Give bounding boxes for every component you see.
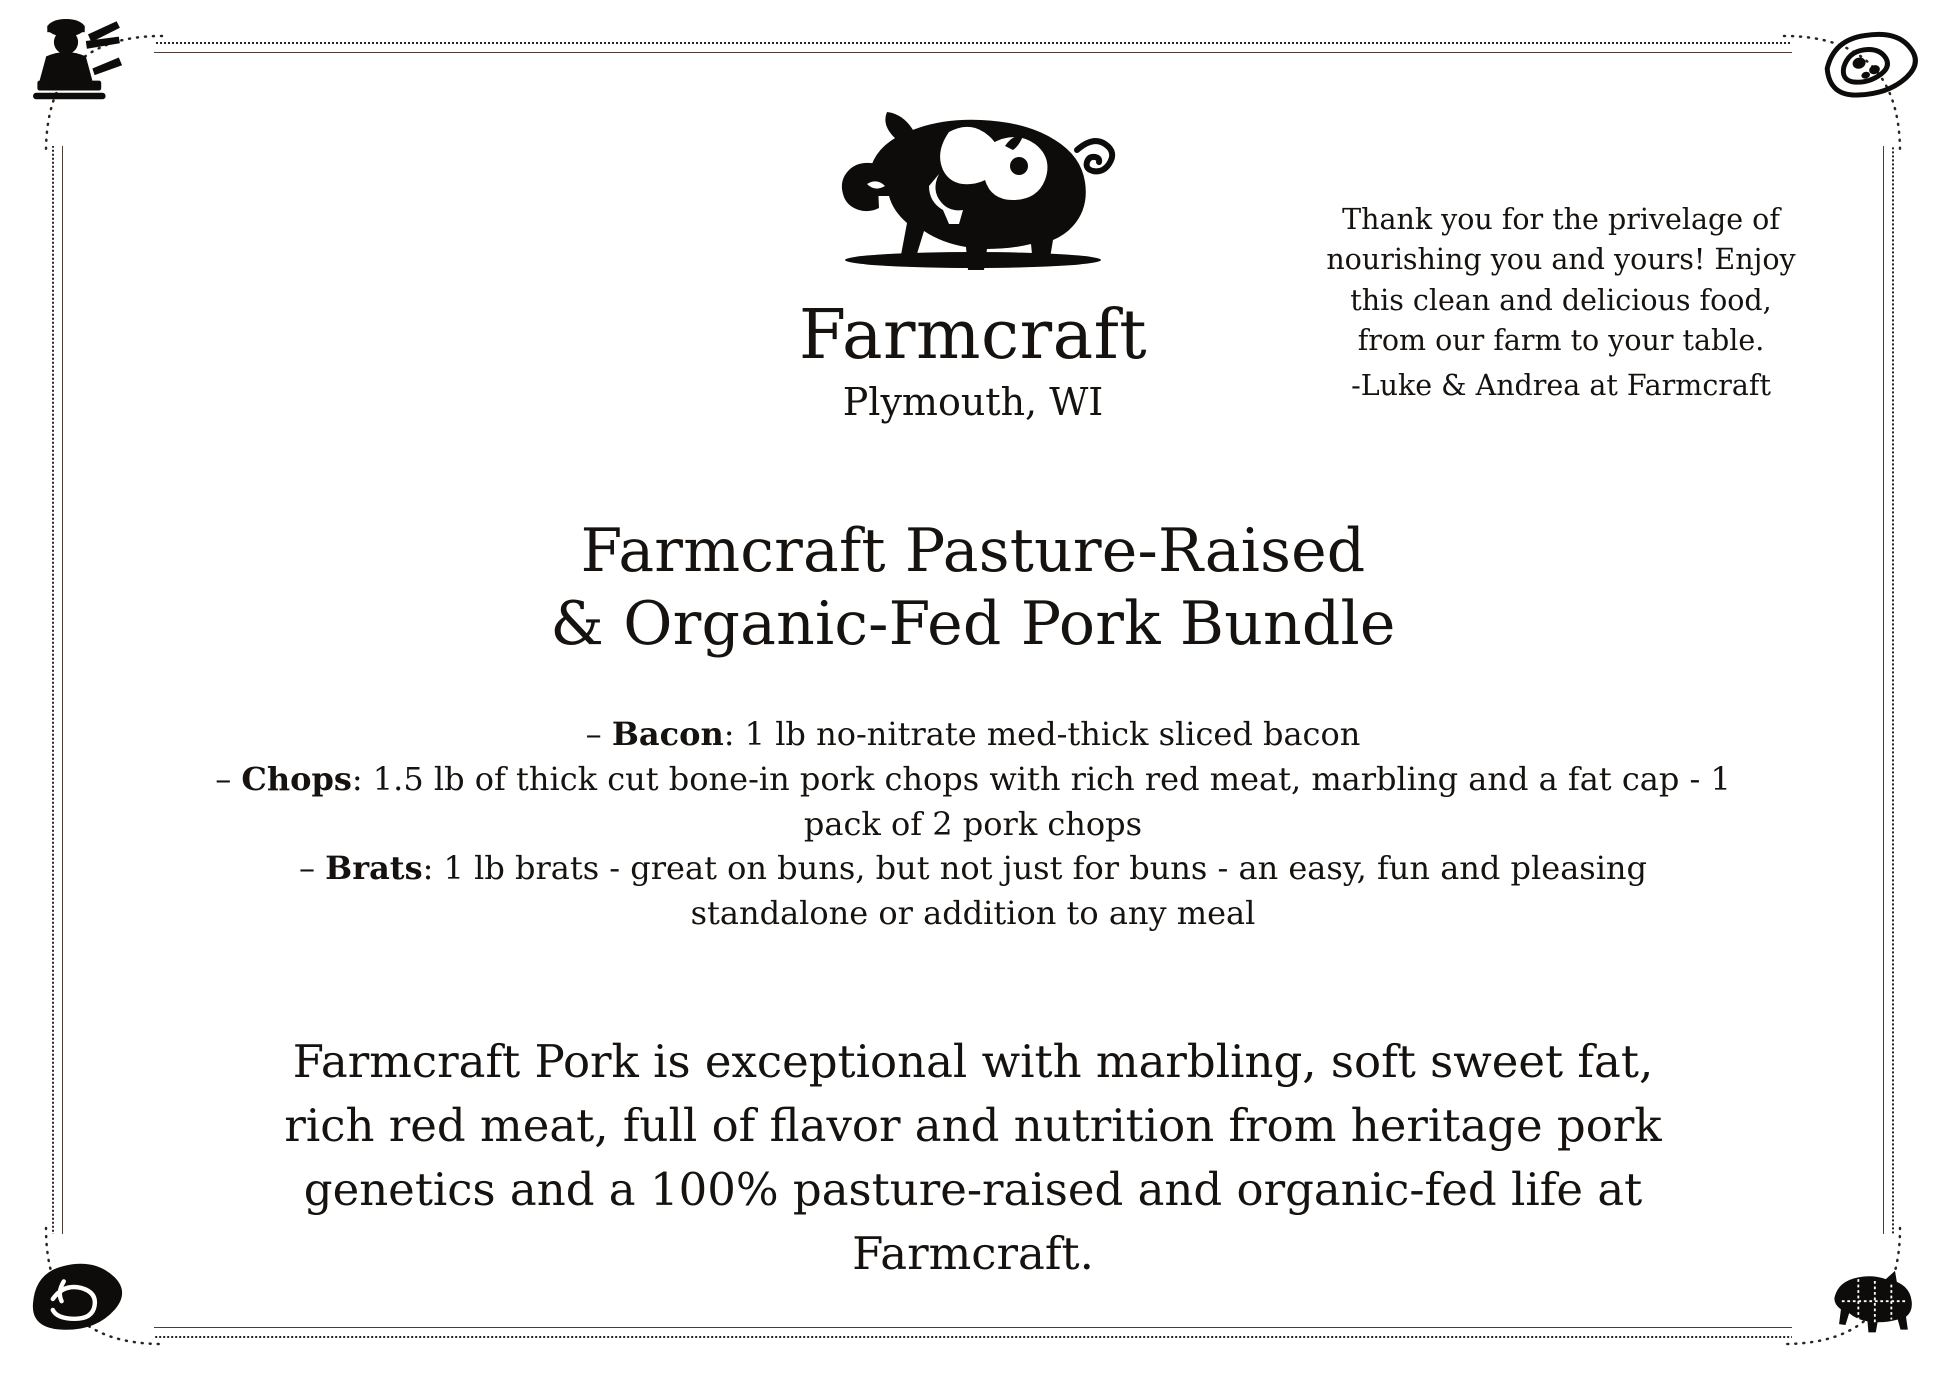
list-item: [213, 757, 1733, 847]
page-title: [323, 515, 1623, 661]
item-dash: –: [585, 715, 602, 753]
page-title-line-1: Farmcraft Pasture-Raised: [580, 516, 1366, 586]
brand-city: Plymouth, WI: [842, 380, 1104, 424]
list-item: [213, 846, 1733, 936]
item-description: : 1 lb brats - great on buns, but not just for buns - an easy, fun and pleasing standalone or addition to any meal: [422, 849, 1648, 933]
closing-statement: Farmcraft Pork is exceptional with marbling, soft sweet fat, rich red meat, full of flavor and nutrition from heritage pork genetics and a 100% pasture-raised and organic-fed life at Farmcraft.: [284, 1035, 1662, 1280]
thank-you-signature: -Luke & Andrea at Farmcraft: [1351, 368, 1771, 402]
pig-logo-icon: [773, 88, 1173, 298]
bundle-contents-list: [213, 712, 1733, 936]
item-dash: –: [215, 759, 232, 798]
item-dash: –: [298, 849, 315, 888]
brand-block: [693, 88, 1253, 424]
brand-name: Farmcraft: [798, 296, 1148, 375]
item-label: Brats: [325, 849, 423, 888]
item-description: : 1 lb no-nitrate med-thick sliced bacon: [723, 715, 1361, 753]
item-label: Chops: [241, 759, 352, 798]
list-item: [213, 712, 1733, 757]
item-label: Bacon: [611, 715, 724, 753]
item-description: : 1.5 lb of thick cut bone-in pork chops with rich red meat, marbling and a fat cap - 1 pack of 2 pork chops: [351, 759, 1731, 843]
thank-you-message: Thank you for the privelage of nourishing you and yours! Enjoy this clean and delicious food, from our farm to your table.: [1326, 203, 1796, 358]
page-title-line-2: & Organic-Fed Pork Bundle: [550, 589, 1396, 660]
thank-you-note: [1326, 200, 1796, 406]
